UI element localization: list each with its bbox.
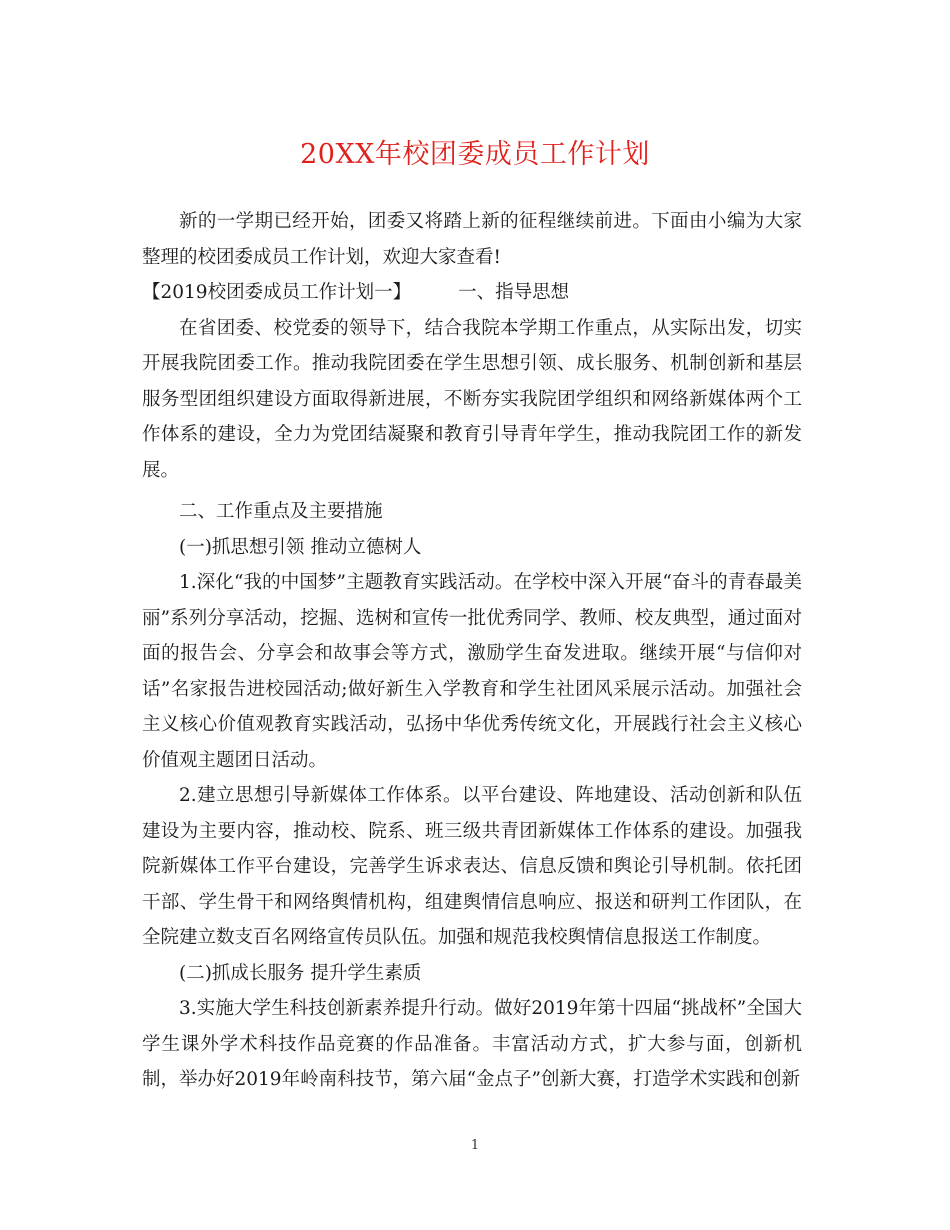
document-body	[142, 204, 802, 1098]
subheading-ideology: (一)抓思想引领 推动立德树人	[179, 536, 422, 558]
intro-paragraph: 新的一学期已经开始，团委又将踏上新的征程继续前进。下面由小编为大家整理的校团委成员工作计划，欢迎大家查看!	[142, 211, 802, 268]
item-2-paragraph: 2.建立思想引导新媒体工作体系。以平台建设、阵地建设、活动创新和队伍建设为主要内容，推动校、院系、班三级共青团新媒体工作体系的建设。加强我院新媒体工作平台建设，完善学生诉求表达、信息反馈和舆论引导机制。依托团干部、学生骨干和网络舆情机构，组建舆情信息响应、报送和研判工作团队，在全院建立数支百名网络宣传员队伍。加强和规范我校舆情信息报送工作制度。	[142, 785, 802, 948]
item-1-paragraph: 1.深化“我的中国梦”主题教育实践活动。在学校中深入开展“奋斗的青春最美丽”系列分享活动，挖掘、选树和宣传一批优秀同学、教师、校友典型，通过面对面的报告会、分享会和故事会等方式，激励学生奋发进取。继续开展“与信仰对话”名家报告进校园活动;做好新生入学教育和学生社团风采展示活动。加强社会主义核心价值观教育实践活动，弘扬中华优秀传统文化，开展践行社会主义核心价值观主题团日活动。	[142, 572, 802, 771]
guiding-thought-paragraph: 在省团委、校党委的领导下，结合我院本学期工作重点，从实际出发，切实开展我院团委工作。推动我院团委在学生思想引领、成长服务、机制创新和基层服务型团组织建设方面取得新进展，不断夯实我院团学组织和网络新媒体两个工作体系的建设，全力为党团结凝聚和教育引导青年学生，推动我院团工作的新发展。	[142, 317, 802, 481]
item-3-paragraph: 3.实施大学生科技创新素养提升行动。做好2019年第十四届“挑战杯”全国大学生课外学术科技作品竞赛的作品准备。丰富活动方式，扩大参与面，创新机制，举办好2019年岭南科技节，第六届“金点子”创新大赛，打造学术实践和创新	[142, 998, 802, 1090]
key-work-heading: 二、工作重点及主要措施	[179, 501, 383, 522]
subheading-growth: (二)抓成长服务 提升学生素质	[179, 962, 422, 984]
document-title: 20XX年校团委成员工作计划	[300, 139, 650, 170]
page-number: 1	[470, 1138, 480, 1153]
section-heading: 【2019校团委成员工作计划一】	[142, 282, 412, 303]
section-heading-line	[142, 275, 802, 311]
section-subheading: 一、指导思想	[458, 282, 570, 303]
